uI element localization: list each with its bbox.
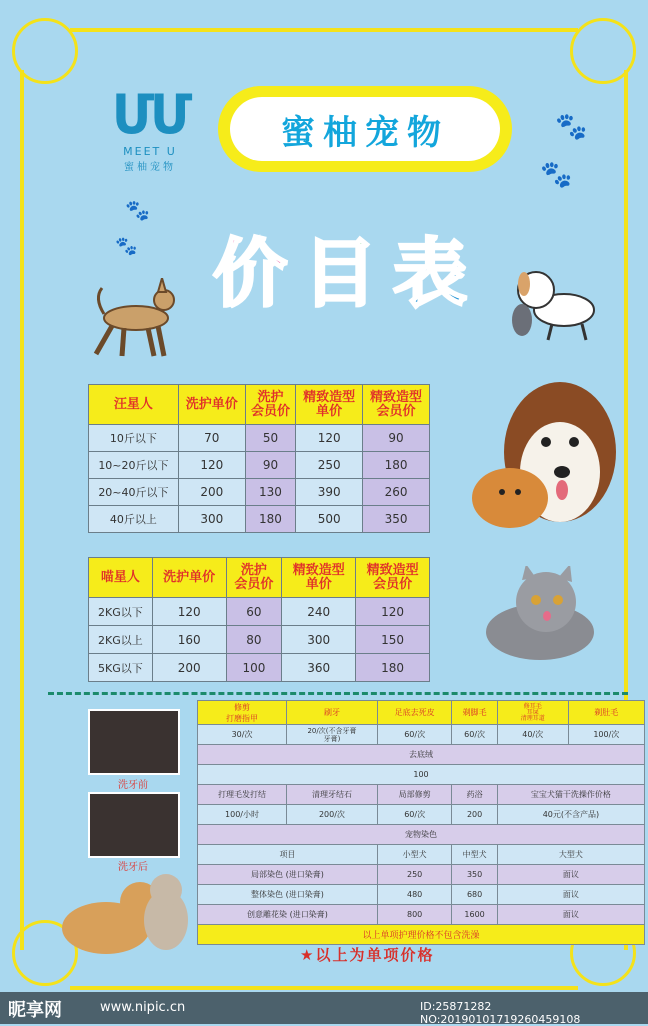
table-cell: 60 bbox=[226, 598, 282, 626]
header-cell: 清理牙结石 bbox=[287, 785, 378, 805]
table-cell: 260 bbox=[363, 479, 430, 506]
header-cell: 汪星人 bbox=[89, 385, 179, 425]
table-cell: 360 bbox=[282, 654, 356, 682]
table-row bbox=[89, 479, 430, 506]
table-row bbox=[89, 425, 430, 452]
table-cell: 面议 bbox=[497, 865, 644, 885]
table-cell: 40斤以上 bbox=[89, 506, 179, 533]
header-cell: 洗护 会员价 bbox=[226, 558, 282, 598]
page-title bbox=[190, 218, 490, 318]
header-cell: 小型犬 bbox=[377, 845, 452, 865]
caption-after: 洗牙后 bbox=[118, 862, 148, 873]
logo-mu-icon: ՄՄ bbox=[111, 83, 189, 146]
table-cell: 250 bbox=[377, 865, 452, 885]
frame-left-line bbox=[20, 70, 24, 950]
table-cell: 180 bbox=[356, 654, 430, 682]
table-cell: 240 bbox=[282, 598, 356, 626]
table-cell: 800 bbox=[377, 905, 452, 925]
header-cell: 宝宝犬猫干洗操作价格 bbox=[497, 785, 644, 805]
header-cell: 药浴 bbox=[452, 785, 497, 805]
header-cell: 精致造型 单价 bbox=[282, 558, 356, 598]
service-price-table bbox=[197, 700, 645, 945]
table-row bbox=[89, 654, 430, 682]
table-cell: 50 bbox=[245, 425, 295, 452]
table-cell: 390 bbox=[296, 479, 363, 506]
table-cell: 200/次 bbox=[287, 805, 378, 825]
table-cell: 局部染色 (进口染膏) bbox=[198, 865, 378, 885]
service-header-row bbox=[198, 701, 645, 725]
table-cell: 40/次 bbox=[497, 725, 568, 745]
table-cell: 1600 bbox=[452, 905, 497, 925]
header-cell: 修剪 打磨指甲 bbox=[198, 701, 287, 725]
dog-price-table bbox=[88, 384, 430, 533]
frame-bottom-line bbox=[70, 986, 578, 990]
table-cell: 350 bbox=[363, 506, 430, 533]
table-cell: 180 bbox=[363, 452, 430, 479]
table-cell: 80 bbox=[226, 626, 282, 654]
frame-top-line bbox=[70, 28, 578, 32]
table-cell: 整体染色 (进口染膏) bbox=[198, 885, 378, 905]
table-cell: 40元(不含产品) bbox=[497, 805, 644, 825]
cat-price-table bbox=[88, 557, 430, 682]
brand-badge bbox=[218, 86, 512, 172]
table-cell: 面议 bbox=[497, 905, 644, 925]
header-cell: 项目 bbox=[198, 845, 378, 865]
table-cell: 100 bbox=[226, 654, 282, 682]
table-row bbox=[198, 845, 645, 865]
table-cell: 120 bbox=[152, 598, 226, 626]
watermark-logo: 昵享网 bbox=[8, 1000, 62, 1021]
corner-ornament-tr bbox=[570, 18, 636, 84]
header-cell: 修耳毛 耳屎 清理耳道 bbox=[497, 701, 568, 725]
dashed-divider bbox=[48, 692, 628, 695]
dog-photo-icon bbox=[470, 372, 620, 528]
header-cell: 剃脚毛 bbox=[452, 701, 497, 725]
table-cell: 10斤以下 bbox=[89, 425, 179, 452]
table-cell: 480 bbox=[377, 885, 452, 905]
logo-english: MEET U bbox=[123, 145, 177, 158]
table-cell: 200 bbox=[452, 805, 497, 825]
table-cell: 90 bbox=[245, 452, 295, 479]
header-cell: 洗护单价 bbox=[178, 385, 245, 425]
table-footer-row bbox=[198, 925, 645, 945]
table-cell: 60/次 bbox=[377, 725, 452, 745]
table-cell: 160 bbox=[152, 626, 226, 654]
table-cell: 120 bbox=[356, 598, 430, 626]
section-title: 去底绒 bbox=[198, 745, 645, 765]
table-cell: 200 bbox=[152, 654, 226, 682]
brand-logo bbox=[100, 85, 200, 185]
table-row bbox=[198, 825, 645, 845]
table-cell: 2KG以下 bbox=[89, 598, 153, 626]
table-row bbox=[198, 745, 645, 765]
puppy-kitten-photo-icon bbox=[56, 868, 196, 958]
paw-print-icon: 🐾 bbox=[115, 236, 138, 257]
header-cell: 洗护 会员价 bbox=[245, 385, 295, 425]
table-cell: 100/小时 bbox=[198, 805, 287, 825]
dog-illustration-icon bbox=[88, 278, 184, 360]
header-cell: 刷牙 bbox=[287, 701, 378, 725]
header-cell: 大型犬 bbox=[497, 845, 644, 865]
table-cell: 300 bbox=[178, 506, 245, 533]
table-cell: 120 bbox=[178, 452, 245, 479]
header-cell: 精致造型 单价 bbox=[296, 385, 363, 425]
table-row bbox=[198, 885, 645, 905]
table-cell: 70 bbox=[178, 425, 245, 452]
header-cell: 洗护单价 bbox=[152, 558, 226, 598]
table-cell: 5KG以下 bbox=[89, 654, 153, 682]
table-footer: 以上单项护理价格不包含洗澡 bbox=[198, 925, 645, 945]
table-cell: 680 bbox=[452, 885, 497, 905]
table-cell: 250 bbox=[296, 452, 363, 479]
table-cell: 90 bbox=[363, 425, 430, 452]
table-cell: 500 bbox=[296, 506, 363, 533]
table-cell: 20~40斤以下 bbox=[89, 479, 179, 506]
table-row bbox=[89, 598, 430, 626]
photo-teeth-after bbox=[88, 792, 180, 858]
paw-print-icon: 🐾 bbox=[555, 112, 588, 142]
price-note: ★以上为单项价格 bbox=[300, 946, 435, 964]
table-row bbox=[89, 452, 430, 479]
table-cell: 100/次 bbox=[568, 725, 644, 745]
dog-table-header-row bbox=[89, 385, 430, 425]
header-cell: 精致造型 会员价 bbox=[363, 385, 430, 425]
table-cell: 10~20斤以下 bbox=[89, 452, 179, 479]
watermark-url: www.nipic.cn bbox=[100, 1000, 186, 1015]
table-row bbox=[198, 865, 645, 885]
table-row bbox=[198, 785, 645, 805]
table-cell: 2KG以上 bbox=[89, 626, 153, 654]
table-cell: 200 bbox=[178, 479, 245, 506]
header-cell: 打理毛发打结 bbox=[198, 785, 287, 805]
puppy-illustration-icon bbox=[508, 264, 604, 344]
paw-print-icon: 🐾 bbox=[125, 198, 150, 222]
cat-table-header-row bbox=[89, 558, 430, 598]
logo-chinese: 蜜柚宠物 bbox=[124, 162, 176, 173]
header-cell: 局部修剪 bbox=[377, 785, 452, 805]
watermark-id: ID:25871282 NO:20190101719260459108 bbox=[420, 1000, 581, 1026]
table-cell: 350 bbox=[452, 865, 497, 885]
table-cell: 60/次 bbox=[452, 725, 497, 745]
title-char-3: 表 bbox=[393, 231, 467, 317]
table-row bbox=[89, 626, 430, 654]
caption-before: 洗牙前 bbox=[118, 780, 148, 791]
table-cell: 创意雕花染 (进口染膏) bbox=[198, 905, 378, 925]
table-cell: 面议 bbox=[497, 885, 644, 905]
corner-ornament-tl bbox=[12, 18, 78, 84]
table-cell: 180 bbox=[245, 506, 295, 533]
table-cell: 20/次(不含牙膏 牙膏) bbox=[287, 725, 378, 745]
brand-name: 蜜柚宠物 bbox=[230, 97, 500, 161]
header-cell: 足底去死皮 bbox=[377, 701, 452, 725]
table-row bbox=[198, 805, 645, 825]
table-cell: 100 bbox=[198, 765, 645, 785]
cat-photo-icon bbox=[478, 566, 598, 664]
section-title: 宠物染色 bbox=[198, 825, 645, 845]
table-row bbox=[198, 905, 645, 925]
table-cell: 60/次 bbox=[377, 805, 452, 825]
header-cell: 喵星人 bbox=[89, 558, 153, 598]
table-row bbox=[198, 765, 645, 785]
header-cell: 精致造型 会员价 bbox=[356, 558, 430, 598]
photo-teeth-before bbox=[88, 709, 180, 775]
title-char-1: 价 bbox=[213, 231, 287, 317]
header-cell: 中型犬 bbox=[452, 845, 497, 865]
table-cell: 300 bbox=[282, 626, 356, 654]
table-cell: 130 bbox=[245, 479, 295, 506]
paw-print-icon: 🐾 bbox=[540, 160, 573, 190]
table-cell: 150 bbox=[356, 626, 430, 654]
table-row bbox=[198, 725, 645, 745]
header-cell: 剃肚毛 bbox=[568, 701, 644, 725]
table-row bbox=[89, 506, 430, 533]
title-char-2: 目 bbox=[303, 231, 377, 317]
table-cell: 120 bbox=[296, 425, 363, 452]
table-cell: 30/次 bbox=[198, 725, 287, 745]
